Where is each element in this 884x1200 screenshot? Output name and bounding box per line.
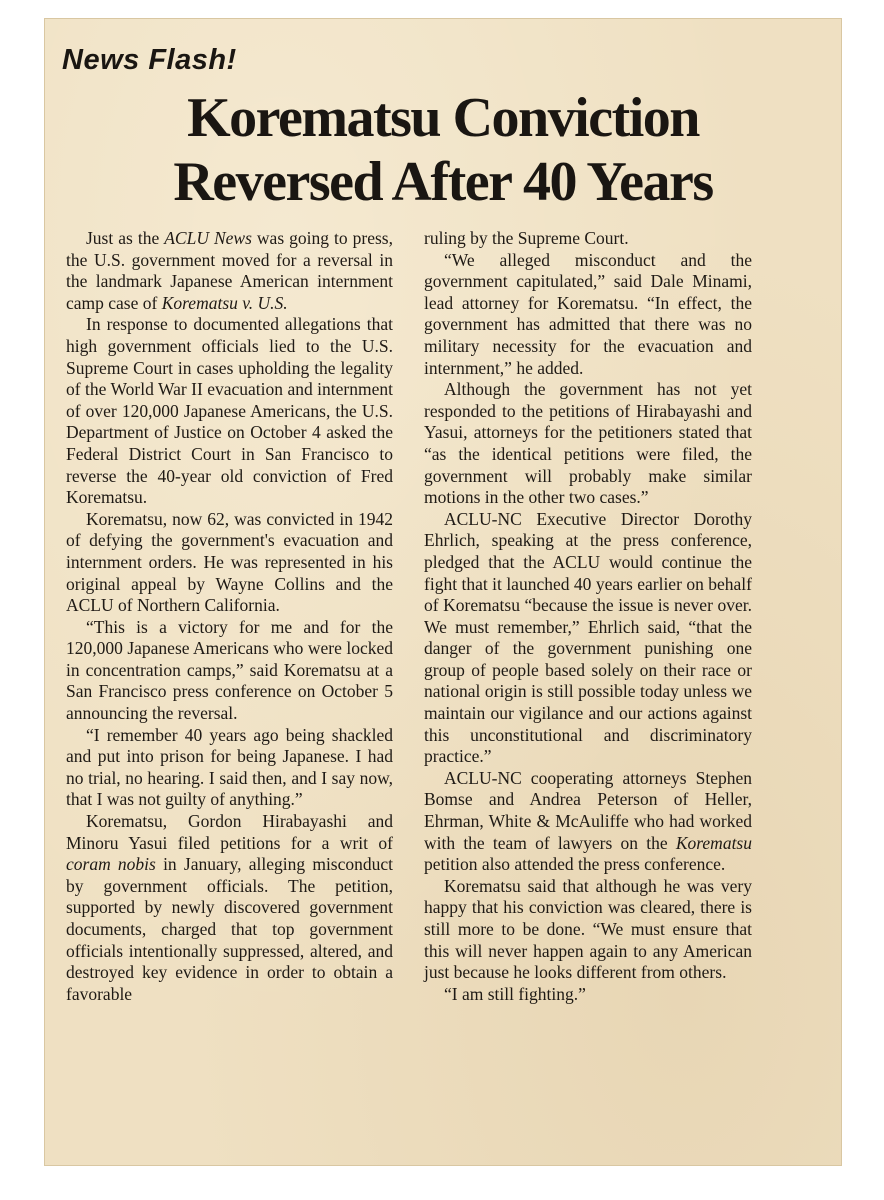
- text-run: in January, alleging misconduct by government officials. The petition, supported by newly discovered government documents, charged that top government officials intentionally suppressed, altered, and destroyed key evidence in order to obtain a favorable: [66, 854, 394, 1004]
- headline: [44, 86, 842, 214]
- paragraph-8: Although the government has not yet responded to the petitions of Hirabayashi and Yasui, attorneys for the petitioners stated that “as the identical petitions were filed, the government will probably make similar motions in the other two cases.”: [424, 379, 752, 508]
- paragraph-12: “I am still fighting.”: [444, 983, 586, 1004]
- paragraph-1: [66, 228, 393, 314]
- text-run: was going to press, the U.S. government moved for a reversal in the landmark Japanese American internment camp case of: [66, 228, 393, 313]
- publication-name: ACLU News: [164, 228, 252, 248]
- case-name: Korematsu: [675, 832, 752, 853]
- writ-name: coram nobis: [66, 854, 156, 875]
- paragraph-3: Korematsu, now 62, was convicted in 1942 of defying the government's evacuation and internment orders. He was represented in his original appeal by Wayne Collins and the ACLU of Northern California.: [66, 508, 393, 616]
- text-run: ACLU-NC cooperating attorneys Stephen Bomse and Andrea Peterson of Heller, Ehrman, White & McAuliffe who had worked with the team of lawyers on the: [424, 767, 752, 853]
- paragraph-continued: ruling by the Supreme Court.: [424, 228, 629, 248]
- article-column-left: [66, 228, 393, 1005]
- text-run: Korematsu, Gordon Hirabayashi and Minoru Yasui filed petitions for a writ of: [66, 811, 393, 853]
- paragraph-2: In response to documented allegations that high government officials lied to the U.S. Supreme Court in cases upholding the legality of the World War II evacuation and internment of over 120,000 Japanese Americans, the U.S. Department of Justice on October 4 asked the Federal District Court in San Francisco to reverse the 40-year old conviction of Fred Korematsu.: [66, 314, 393, 508]
- headline-line-2: Reversed After 40 Years: [173, 151, 713, 213]
- case-name: Korematsu v. U.S.: [161, 292, 288, 313]
- headline-line-1: Korematsu Conviction: [187, 87, 699, 149]
- text-run: Just as the: [86, 228, 165, 248]
- article-column-right: [424, 228, 752, 1005]
- paragraph-7: “We alleged misconduct and the government capitulated,” said Dale Minami, lead attorney for Korematsu. “In effect, the government has admitted that there was no military necessity for the evacuation and internment,” he added.: [424, 249, 752, 378]
- text-run: petition also attended the press conference.: [424, 854, 726, 875]
- paragraph-9: ACLU-NC Executive Director Dorothy Ehrlich, speaking at the press conference, pledged that the ACLU would continue the fight that it launched 40 years earlier on behalf of Korematsu “because the issue is never over. We must remember,” Ehrlich said, “that the danger of the government punishing one group of people based solely on their race or national origin is still possible today unless we maintain our vigilance and our actions against this unconstitutional and discriminatory practice.”: [424, 508, 752, 767]
- paragraph-4: “This is a victory for me and for the 120,000 Japanese Americans who were locked in concentration camps,” said Korematsu at a San Francisco press conference on October 5 announcing the reversal.: [66, 616, 393, 724]
- paragraph-11: Korematsu said that although he was very happy that his conviction was cleared, there is still more to be done. “We must ensure that this will never happen again to any American just because he looks different from others.: [424, 875, 752, 983]
- paragraph-6: [66, 811, 393, 1005]
- paragraph-10: [424, 768, 752, 876]
- news-flash-kicker: News Flash!: [62, 44, 237, 76]
- paragraph-5: “I remember 40 years ago being shackled and put into prison for being Japanese. I had no trial, no hearing. I said then, and I say now, that I was not guilty of anything.”: [66, 724, 393, 810]
